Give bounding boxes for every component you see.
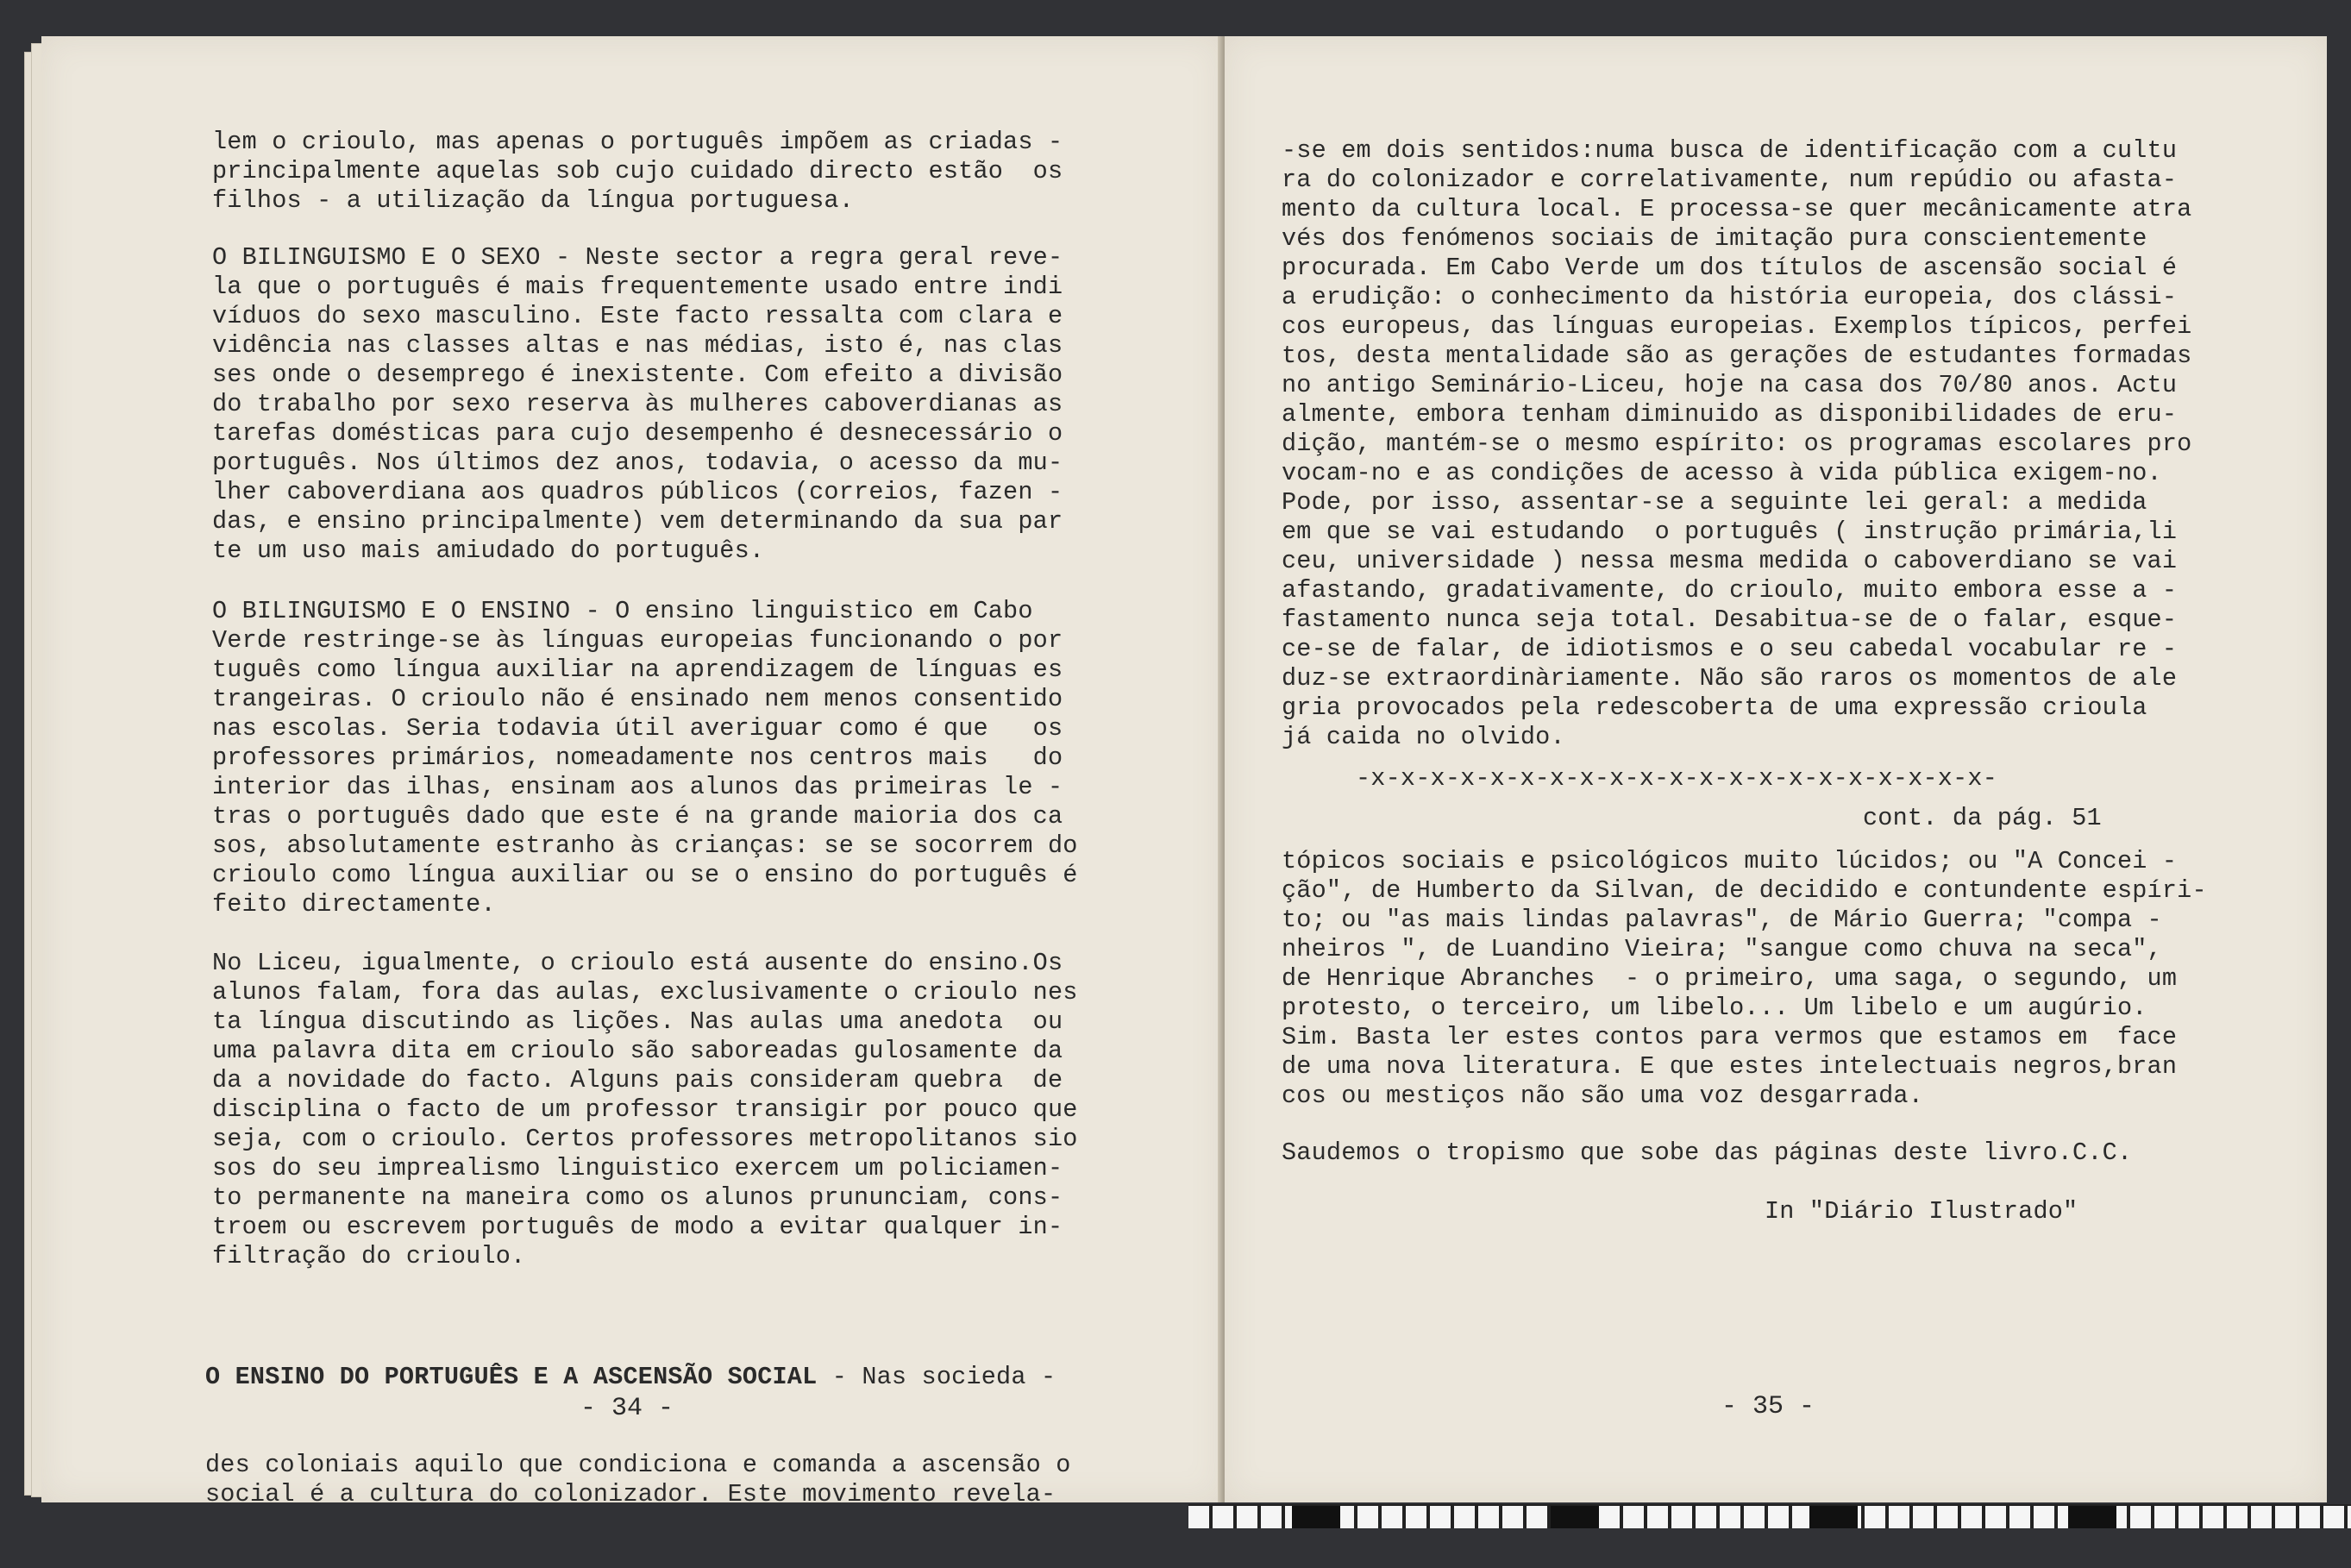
text-line: português. Nos últimos dez anos, todavia, o acesso da mu- — [212, 448, 1063, 477]
text-line: Pode, por isso, assentar-se a seguinte lei geral: a medida — [1282, 488, 2147, 517]
text-line: to; ou "as mais lindas palavras", de Mário Guerra; "compa - — [1282, 906, 2162, 934]
text-line: social é a cultura do colonizador. Este movimento revela- — [205, 1480, 1056, 1508]
text-line: víduos do sexo masculino. Este facto ressalta com clara e — [212, 302, 1063, 330]
text-line: a erudição: o conhecimento da história europeia, dos clássi- — [1282, 283, 2178, 311]
left-paragraph-intro — [212, 128, 1063, 216]
text-line: lem o crioulo, mas apenas o português impõem as criadas - — [212, 128, 1063, 156]
text-line: alunos falam, fora das aulas, exclusivamente o crioulo nes — [212, 978, 1078, 1007]
text-line: das, e ensino principalmente) vem determinando da sua par — [212, 507, 1063, 536]
text-line: em que se vai estudando o português ( instrução primária,li — [1282, 517, 2178, 546]
text-line: nas escolas. Seria todavia útil averiguar como é que os — [212, 714, 1063, 743]
text-line: No Liceu, igualmente, o crioulo está ausente do ensino.Os — [212, 949, 1063, 977]
text-line: cos europeus, das línguas europeias. Exemplos típicos, perfei — [1282, 312, 2192, 341]
text-line: tos, desta mentalidade são as gerações de estudantes formadas — [1282, 342, 2192, 370]
color-scale-ruler — [1188, 1504, 2351, 1528]
text-line: filtração do crioulo. — [212, 1242, 526, 1270]
text-line: do trabalho por sexo reserva às mulheres caboverdianas as — [212, 390, 1063, 418]
text-line: dição, mantém-se o mesmo espírito: os programas escolares pro — [1282, 430, 2192, 458]
ruler-block — [1292, 1506, 1340, 1528]
text-line: Sim. Basta ler estes contos para vermos que estamos em face — [1282, 1023, 2178, 1051]
left-section-bilinguismo-ensino — [212, 597, 1078, 919]
text-line: trangeiras. O crioulo não é ensinado nem menos consentido — [212, 685, 1063, 713]
section-heading: O ENSINO DO PORTUGUÊS E A ASCENSÃO SOCIAL — [205, 1363, 818, 1391]
ruler-block — [1809, 1506, 1858, 1528]
text-line: feito directamente. — [212, 890, 496, 919]
text-line: seja, com o crioulo. Certos professores metropolitanos sio — [212, 1125, 1078, 1153]
text-line: já caida no olvido. — [1282, 723, 1565, 751]
text-line: tópicos sociais e psicológicos muito lúcidos; ou "A Concei - — [1282, 847, 2178, 875]
text-line: Verde restringe-se às línguas europeias funcionando o por — [212, 626, 1063, 655]
text-line: to permanente na maneira como os alunos prununciam, cons- — [212, 1183, 1063, 1212]
ruler-block — [2068, 1506, 2116, 1528]
text-line: da a novidade do facto. Alguns pais consideram quebra de — [212, 1066, 1063, 1094]
text-line: de uma nova literatura. E que estes intelectuais negros,bran — [1282, 1052, 2178, 1081]
text-line: sos, absolutamente estranho às crianças: se se socorrem do — [212, 831, 1078, 860]
text-line: no antigo Seminário-Liceu, hoje na casa dos 70/80 anos. Actu — [1282, 371, 2178, 399]
text-line: tras o português dado que este é na grande maioria dos ca — [212, 802, 1063, 831]
text-line: sos do seu imprealismo linguistico exercem um policiamen- — [212, 1154, 1063, 1182]
text-line: vocam-no e as condições de acesso à vida pública exigem-no. — [1282, 459, 2162, 487]
text-line: protesto, o terceiro, um libelo... Um libelo e um augúrio. — [1282, 994, 2147, 1022]
page-number: - 35 - — [1721, 1392, 1815, 1421]
text-line: fastamento nunca seja total. Desabitua-se de o falar, esque- — [1282, 605, 2178, 634]
text-line: professores primários, nomeadamente nos centros mais do — [212, 743, 1063, 772]
continuation-note: cont. da pág. 51 — [1863, 804, 2102, 832]
text-line: afastando, gradativamente, do crioulo, muito embora esse a - — [1282, 576, 2178, 605]
text-line: filhos - a utilização da língua portuguesa. — [212, 186, 855, 215]
closing-line: Saudemos o tropismo que sobe das páginas deste livro.C.C. — [1282, 1138, 2133, 1167]
text-line: uma palavra dita em crioulo são saboreadas gulosamente da — [212, 1037, 1063, 1065]
text-line: gria provocados pela redescoberta de uma expressão crioula — [1282, 693, 2147, 722]
text-line: principalmente aquelas sob cujo cuidado directo estão os — [212, 157, 1063, 185]
text-line: ceu, universidade ) nessa mesma medida o caboverdiano se vai — [1282, 547, 2178, 575]
section-heading-rest: - Nas socieda - — [817, 1363, 1056, 1391]
text-line: ta língua discutindo as lições. Nas aulas uma anedota ou — [212, 1007, 1063, 1036]
right-paragraph-topicos — [1282, 847, 2207, 1111]
text-line: mento da cultura local. E processa-se quer mecânicamente atra — [1282, 195, 2192, 223]
text-line: duz-se extraordinàriamente. Não são raros os momentos de ale — [1282, 664, 2178, 693]
text-line: de Henrique Abranches - o primeiro, uma saga, o segundo, um — [1282, 964, 2178, 993]
left-paragraph-liceu — [212, 949, 1078, 1271]
text-line: interior das ilhas, ensinam aos alunos das primeiras le - — [212, 773, 1063, 801]
text-line: tuguês como língua auxiliar na aprendizagem de línguas es — [212, 655, 1063, 684]
text-line: disciplina o facto de um professor transigir por pouco que — [212, 1095, 1078, 1124]
text-line: O BILINGUISMO E O ENSINO - O ensino linguistico em Cabo — [212, 597, 1033, 625]
text-line: des coloniais aquilo que condiciona e comanda a ascensão o — [205, 1451, 1071, 1479]
separator-line: -x-x-x-x-x-x-x-x-x-x-x-x-x-x-x-x-x-x-x-x-x- — [1356, 764, 1998, 793]
text-line: O BILINGUISMO E O SEXO - Neste sector a regra geral reve- — [212, 243, 1063, 272]
text-line: nheiros ", de Luandino Vieira; "sangue como chuva na seca", — [1282, 935, 2162, 963]
text-line: ção", de Humberto da Silvan, de decidido e contundente espíri- — [1282, 876, 2207, 905]
ruler-block — [1551, 1506, 1599, 1528]
right-page — [1225, 36, 2327, 1502]
page-number: - 34 - — [580, 1394, 674, 1423]
source-attribution: In "Diário Ilustrado" — [1765, 1197, 2078, 1226]
text-line: almente, embora tenham diminuido as disponibilidades de eru- — [1282, 400, 2178, 429]
text-line: ce-se de falar, de idiotismos e o seu cabedal vocabular re - — [1282, 635, 2178, 663]
text-line: te um uso mais amiudado do português. — [212, 536, 765, 565]
text-line: vidência nas classes altas e nas médias, isto é, nas clas — [212, 331, 1063, 360]
text-line: ra do colonizador e correlativamente, num repúdio ou afasta- — [1282, 166, 2178, 194]
left-page — [41, 36, 1224, 1508]
text-line: lher caboverdiana aos quadros públicos (correios, fazen - — [212, 478, 1063, 506]
text-line: tarefas domésticas para cujo desempenho é desnecessário o — [212, 419, 1063, 448]
left-section-bilinguismo-sexo — [212, 243, 1063, 566]
left-section-ensino-portugues — [205, 1304, 1071, 1568]
right-paragraph-ascensao — [1282, 136, 2191, 752]
text-line: procurada. Em Cabo Verde um dos títulos de ascensão social é — [1282, 254, 2178, 282]
text-line: vés dos fenómenos sociais de imitação pura conscientemente — [1282, 224, 2147, 253]
text-line: ses onde o desemprego é inexistente. Com efeito a divisão — [212, 361, 1063, 389]
book-spread — [24, 36, 2327, 1508]
text-line: troem ou escrevem português de modo a evitar qualquer in- — [212, 1213, 1063, 1241]
text-line: cos ou mestiços não são uma voz desgarrada. — [1282, 1082, 1924, 1110]
text-line: la que o português é mais frequentemente usado entre indi — [212, 273, 1063, 301]
text-line: -se em dois sentidos:numa busca de identificação com a cultu — [1282, 136, 2178, 165]
text-line: crioulo como língua auxiliar ou se o ensino do português é — [212, 861, 1078, 889]
